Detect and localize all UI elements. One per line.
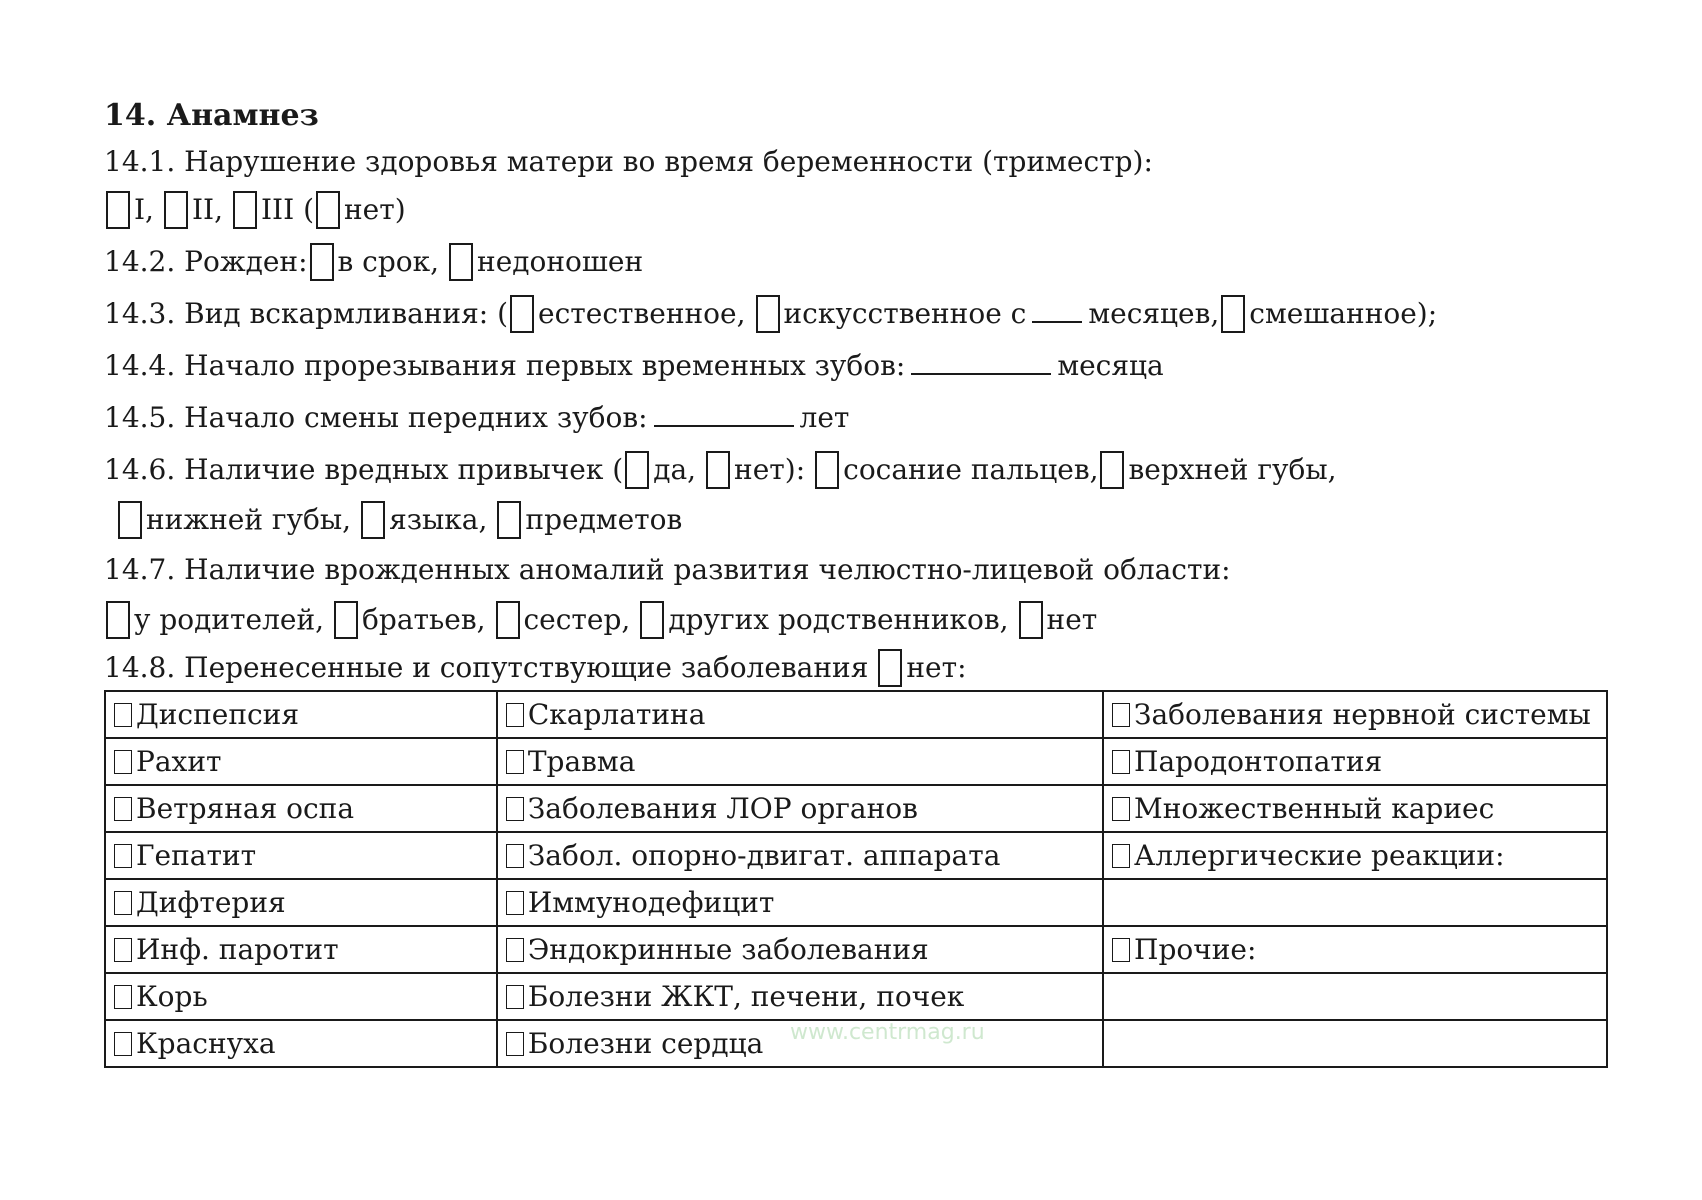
disease-checkbox[interactable] — [506, 891, 524, 915]
q14-7-options — [104, 600, 1097, 641]
disease-label: Аллергические реакции: — [1134, 839, 1505, 872]
table-cell — [105, 973, 497, 1020]
checkbox-term[interactable] — [310, 243, 334, 281]
option-label: у родителей, — [134, 603, 325, 636]
q14-8 — [104, 648, 967, 689]
checkbox-tongue[interactable] — [361, 501, 385, 539]
table-row — [105, 785, 1607, 832]
checkbox-sisters[interactable] — [496, 601, 520, 639]
table-cell — [105, 785, 497, 832]
q14-4-label: 14.4. Начало прорезывания первых временных зубов: — [104, 349, 906, 382]
q14-8-label: 14.8. Перенесенные и сопутствующие заболевания — [104, 651, 869, 684]
disease-checkbox[interactable] — [114, 844, 132, 868]
disease-checkbox[interactable] — [114, 938, 132, 962]
table-cell — [1103, 879, 1607, 926]
checkbox-parents[interactable] — [106, 601, 130, 639]
option-label: верхней губы, — [1128, 453, 1337, 486]
artificial-months-field[interactable] — [1032, 295, 1082, 323]
disease-checkbox[interactable] — [506, 703, 524, 727]
table-cell — [105, 926, 497, 973]
table-cell — [1103, 1020, 1607, 1067]
section-title: 14. Анамнез — [104, 98, 319, 133]
q14-1-text: 14.1. Нарушение здоровья матери во время беременности (триместр): — [104, 145, 1153, 178]
disease-label: Эндокринные заболевания — [527, 933, 929, 966]
disease-label: Болезни ЖКТ, печени, почек — [527, 980, 965, 1013]
disease-checkbox[interactable] — [114, 985, 132, 1009]
disease-label: Забол. опорно-двигат. аппарата — [527, 839, 1001, 872]
teeth-change-years-field[interactable] — [654, 399, 794, 427]
disease-label: Заболевания ЛОР органов — [527, 792, 918, 825]
option-label: III ( — [261, 193, 315, 226]
option-label: братьев, — [362, 603, 486, 636]
checkbox-objects[interactable] — [497, 501, 521, 539]
disease-checkbox[interactable] — [1112, 750, 1130, 774]
table-cell — [1103, 691, 1607, 738]
watermark: www.centrmag.ru — [790, 1020, 985, 1045]
disease-checkbox[interactable] — [506, 750, 524, 774]
disease-label: Множественный кариес — [1134, 792, 1495, 825]
disease-checkbox[interactable] — [114, 750, 132, 774]
disease-label: Прочие: — [1134, 933, 1257, 966]
table-cell — [1103, 785, 1607, 832]
table-cell — [497, 691, 1103, 738]
option-label: сосание пальцев, — [843, 453, 1099, 486]
unit-label: лет — [799, 401, 850, 434]
disease-label: Болезни сердца — [527, 1027, 764, 1060]
table-row — [105, 832, 1607, 879]
table-cell — [497, 879, 1103, 926]
q14-1-options — [104, 190, 406, 231]
table-row — [105, 691, 1607, 738]
unit-label: месяца — [1057, 349, 1164, 382]
option-label: II, — [191, 193, 223, 226]
q14-6-continued — [116, 500, 682, 541]
table-cell — [1103, 973, 1607, 1020]
disease-label: Заболевания нервной системы — [1134, 698, 1591, 731]
table-row — [105, 973, 1607, 1020]
checkbox-trimester-none[interactable] — [316, 191, 340, 229]
table-cell — [1103, 832, 1607, 879]
option-label: предметов — [525, 503, 683, 536]
table-cell — [497, 926, 1103, 973]
checkbox-natural-feeding[interactable] — [510, 295, 534, 333]
checkbox-trimester-3[interactable] — [233, 191, 257, 229]
checkbox-brothers[interactable] — [334, 601, 358, 639]
disease-label: Травма — [527, 745, 636, 778]
disease-label: Диспепсия — [136, 698, 300, 731]
disease-checkbox[interactable] — [1112, 703, 1130, 727]
checkbox-premature[interactable] — [449, 243, 473, 281]
q14-2-label: 14.2. Рожден: — [104, 245, 308, 278]
checkbox-finger-sucking[interactable] — [815, 451, 839, 489]
q14-3-label: 14.3. Вид вскармливания: ( — [104, 297, 509, 330]
q14-3 — [104, 294, 1437, 335]
checkbox-artificial-feeding[interactable] — [756, 295, 780, 333]
table-row — [105, 926, 1607, 973]
teething-months-field[interactable] — [911, 347, 1051, 375]
option-label: смешанное); — [1249, 297, 1438, 330]
option-label: естественное, — [538, 297, 746, 330]
table-cell — [105, 879, 497, 926]
disease-label: Рахит — [136, 745, 222, 778]
disease-checkbox[interactable] — [1112, 797, 1130, 821]
diseases-table — [104, 690, 1608, 1068]
table-cell — [105, 691, 497, 738]
checkbox-diseases-none[interactable] — [878, 649, 902, 687]
disease-checkbox[interactable] — [506, 938, 524, 962]
checkbox-lower-lip[interactable] — [118, 501, 142, 539]
q14-4 — [104, 346, 1164, 386]
option-label: нет — [1046, 603, 1098, 636]
disease-label: Инф. паротит — [136, 933, 339, 966]
table-cell — [497, 738, 1103, 785]
checkbox-habits-yes[interactable] — [625, 451, 649, 489]
disease-label: Краснуха — [136, 1027, 276, 1060]
option-label: других родственников, — [668, 603, 1009, 636]
table-cell — [497, 832, 1103, 879]
table-row — [105, 879, 1607, 926]
table-cell — [497, 973, 1103, 1020]
disease-label: Иммунодефицит — [527, 886, 775, 919]
q14-7-text: 14.7. Наличие врожденных аномалий развития челюстно-лицевой области: — [104, 553, 1231, 586]
option-label: искусственное с — [783, 297, 1027, 330]
option-label: месяцев, — [1088, 297, 1220, 330]
table-cell — [105, 1020, 497, 1067]
table-cell — [1103, 926, 1607, 973]
option-label: нет) — [344, 193, 406, 226]
disease-checkbox[interactable] — [506, 797, 524, 821]
disease-checkbox[interactable] — [506, 844, 524, 868]
q14-6-label: 14.6. Наличие вредных привычек ( — [104, 453, 624, 486]
option-label: в срок, — [337, 245, 440, 278]
disease-checkbox[interactable] — [114, 797, 132, 821]
table-cell — [105, 738, 497, 785]
table-cell — [105, 832, 497, 879]
q14-6 — [104, 450, 1337, 491]
q14-5 — [104, 398, 849, 438]
disease-checkbox[interactable] — [1112, 938, 1130, 962]
option-label: I, — [134, 193, 154, 226]
checkbox-anomalies-none[interactable] — [1019, 601, 1043, 639]
q14-2 — [104, 242, 643, 283]
checkbox-habits-no[interactable] — [706, 451, 730, 489]
disease-checkbox[interactable] — [114, 891, 132, 915]
disease-label: Корь — [136, 980, 208, 1013]
option-label: нет: — [906, 651, 967, 684]
table-cell — [1103, 738, 1607, 785]
option-label: языка, — [389, 503, 488, 536]
disease-checkbox[interactable] — [114, 703, 132, 727]
disease-label: Гепатит — [136, 839, 257, 872]
option-label: нет): — [734, 453, 806, 486]
checkbox-upper-lip[interactable] — [1100, 451, 1124, 489]
option-label: нижней губы, — [146, 503, 352, 536]
disease-checkbox[interactable] — [506, 1032, 524, 1056]
option-label: недоношен — [477, 245, 644, 278]
checkbox-other-relatives[interactable] — [640, 601, 664, 639]
checkbox-mixed-feeding[interactable] — [1221, 295, 1245, 333]
disease-label: Ветряная оспа — [136, 792, 355, 825]
disease-checkbox[interactable] — [1112, 844, 1130, 868]
disease-checkbox[interactable] — [114, 1032, 132, 1056]
checkbox-trimester-1[interactable] — [106, 191, 130, 229]
q14-5-label: 14.5. Начало смены передних зубов: — [104, 401, 648, 434]
table-cell — [497, 785, 1103, 832]
option-label: да, — [653, 453, 697, 486]
disease-label: Скарлатина — [527, 698, 706, 731]
table-row — [105, 738, 1607, 785]
checkbox-trimester-2[interactable] — [164, 191, 188, 229]
disease-label: Дифтерия — [136, 886, 286, 919]
disease-checkbox[interactable] — [506, 985, 524, 1009]
disease-label: Пародонтопатия — [1134, 745, 1383, 778]
option-label: сестер, — [523, 603, 631, 636]
